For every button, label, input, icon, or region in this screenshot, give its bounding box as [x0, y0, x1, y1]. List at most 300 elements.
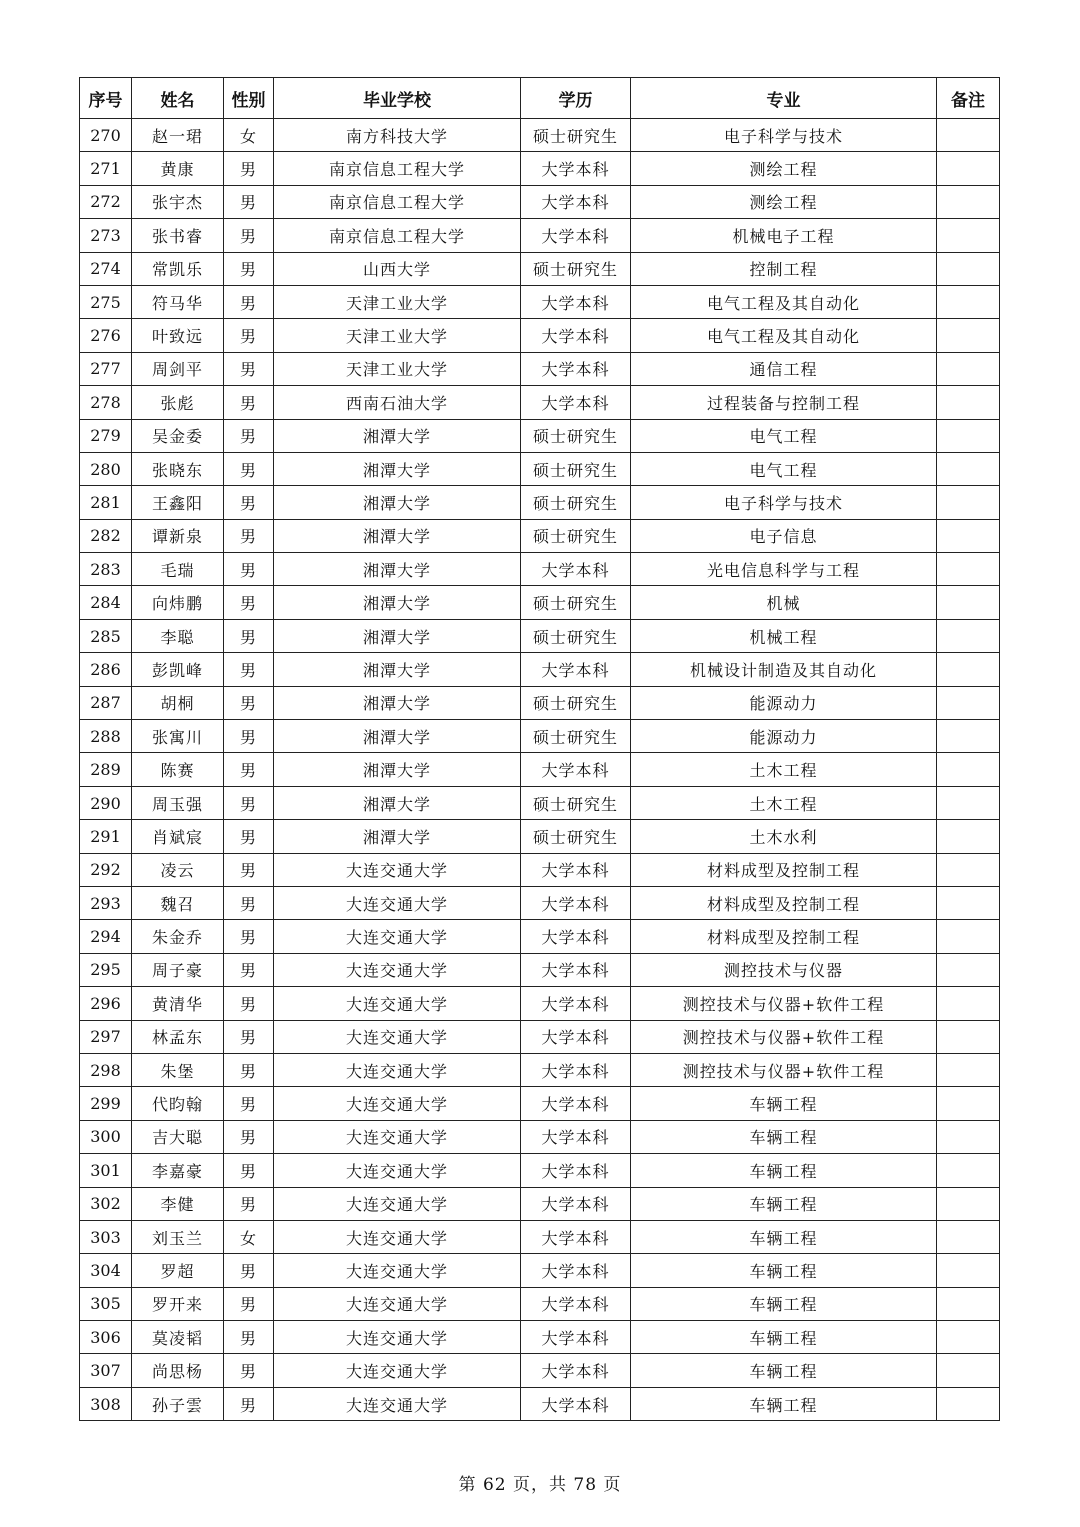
table-row — [80, 352, 1000, 385]
cell-school: 湘潭大学 — [274, 553, 521, 586]
cell-degree: 硕士研究生 — [521, 486, 631, 519]
cell-degree: 大学本科 — [521, 953, 631, 986]
cell-gender: 男 — [224, 519, 274, 552]
cell-gender: 男 — [224, 486, 274, 519]
cell-gender: 男 — [224, 319, 274, 352]
cell-index: 284 — [80, 586, 132, 619]
cell-remarks — [937, 553, 1000, 586]
cell-degree: 大学本科 — [521, 1254, 631, 1287]
table-row — [80, 853, 1000, 886]
cell-school: 南京信息工程大学 — [274, 152, 521, 185]
cell-gender: 男 — [224, 953, 274, 986]
cell-degree: 大学本科 — [521, 886, 631, 919]
table-row — [80, 119, 1000, 152]
table-row — [80, 987, 1000, 1020]
cell-degree: 大学本科 — [521, 1087, 631, 1120]
cell-remarks — [937, 1321, 1000, 1354]
cell-school: 湘潭大学 — [274, 452, 521, 485]
cell-school: 大连交通大学 — [274, 953, 521, 986]
cell-major: 电气工程及其自动化 — [631, 285, 937, 318]
cell-major: 电气工程及其自动化 — [631, 319, 937, 352]
cell-remarks — [937, 953, 1000, 986]
table-row — [80, 1254, 1000, 1287]
cell-gender: 男 — [224, 853, 274, 886]
cell-remarks — [937, 1053, 1000, 1086]
cell-name: 张寓川 — [132, 720, 224, 753]
cell-index: 306 — [80, 1321, 132, 1354]
cell-major: 土木工程 — [631, 786, 937, 819]
cell-major: 测绘工程 — [631, 185, 937, 218]
cell-school: 湘潭大学 — [274, 419, 521, 452]
cell-index: 278 — [80, 386, 132, 419]
cell-degree: 硕士研究生 — [521, 452, 631, 485]
cell-index: 277 — [80, 352, 132, 385]
cell-name: 周剑平 — [132, 352, 224, 385]
cell-remarks — [937, 452, 1000, 485]
cell-name: 刘玉兰 — [132, 1220, 224, 1253]
cell-major: 车辆工程 — [631, 1154, 937, 1187]
cell-gender: 男 — [224, 720, 274, 753]
table-row — [80, 486, 1000, 519]
cell-remarks — [937, 619, 1000, 652]
cell-school: 湘潭大学 — [274, 720, 521, 753]
table-row — [80, 820, 1000, 853]
cell-remarks — [937, 1120, 1000, 1153]
cell-index: 298 — [80, 1053, 132, 1086]
cell-school: 大连交通大学 — [274, 1220, 521, 1253]
cell-major: 过程装备与控制工程 — [631, 386, 937, 419]
cell-major: 电子信息 — [631, 519, 937, 552]
header-remarks: 备注 — [937, 78, 1000, 119]
cell-school: 湘潭大学 — [274, 619, 521, 652]
table-row — [80, 1120, 1000, 1153]
cell-major: 车辆工程 — [631, 1287, 937, 1320]
cell-major: 光电信息科学与工程 — [631, 553, 937, 586]
cell-index: 292 — [80, 853, 132, 886]
cell-index: 290 — [80, 786, 132, 819]
cell-school: 南方科技大学 — [274, 119, 521, 152]
cell-remarks — [937, 1187, 1000, 1220]
cell-degree: 大学本科 — [521, 185, 631, 218]
cell-index: 301 — [80, 1154, 132, 1187]
cell-degree: 硕士研究生 — [521, 119, 631, 152]
cell-remarks — [937, 252, 1000, 285]
table-row — [80, 319, 1000, 352]
table-row — [80, 1220, 1000, 1253]
cell-name: 林孟东 — [132, 1020, 224, 1053]
cell-name: 孙子雲 — [132, 1387, 224, 1420]
cell-major: 电气工程 — [631, 452, 937, 485]
cell-degree: 硕士研究生 — [521, 419, 631, 452]
cell-name: 朱金乔 — [132, 920, 224, 953]
cell-name: 王鑫阳 — [132, 486, 224, 519]
cell-school: 天津工业大学 — [274, 352, 521, 385]
cell-major: 机械工程 — [631, 619, 937, 652]
cell-gender: 男 — [224, 686, 274, 719]
cell-name: 符马华 — [132, 285, 224, 318]
cell-major: 车辆工程 — [631, 1387, 937, 1420]
cell-remarks — [937, 653, 1000, 686]
cell-gender: 男 — [224, 553, 274, 586]
cell-school: 南京信息工程大学 — [274, 185, 521, 218]
header-index: 序号 — [80, 78, 132, 119]
cell-remarks — [937, 419, 1000, 452]
cell-index: 302 — [80, 1187, 132, 1220]
cell-name: 李健 — [132, 1187, 224, 1220]
cell-degree: 硕士研究生 — [521, 686, 631, 719]
cell-gender: 男 — [224, 1120, 274, 1153]
cell-school: 湘潭大学 — [274, 786, 521, 819]
cell-remarks — [937, 1020, 1000, 1053]
cell-name: 毛瑞 — [132, 553, 224, 586]
cell-name: 罗开来 — [132, 1287, 224, 1320]
cell-major: 机械 — [631, 586, 937, 619]
cell-major: 车辆工程 — [631, 1354, 937, 1387]
cell-school: 湘潭大学 — [274, 519, 521, 552]
cell-major: 机械设计制造及其自动化 — [631, 653, 937, 686]
header-school: 毕业学校 — [274, 78, 521, 119]
cell-index: 307 — [80, 1354, 132, 1387]
cell-gender: 男 — [224, 386, 274, 419]
table-row — [80, 1187, 1000, 1220]
cell-index: 295 — [80, 953, 132, 986]
cell-school: 大连交通大学 — [274, 1287, 521, 1320]
cell-name: 彭凯峰 — [132, 653, 224, 686]
cell-degree: 大学本科 — [521, 1220, 631, 1253]
cell-remarks — [937, 219, 1000, 252]
cell-gender: 男 — [224, 352, 274, 385]
cell-name: 罗超 — [132, 1254, 224, 1287]
cell-school: 大连交通大学 — [274, 1187, 521, 1220]
cell-degree: 硕士研究生 — [521, 252, 631, 285]
cell-remarks — [937, 753, 1000, 786]
cell-degree: 大学本科 — [521, 1053, 631, 1086]
cell-school: 湘潭大学 — [274, 686, 521, 719]
cell-gender: 男 — [224, 586, 274, 619]
cell-major: 车辆工程 — [631, 1120, 937, 1153]
roster-body — [80, 119, 1000, 1421]
cell-index: 273 — [80, 219, 132, 252]
header-row — [80, 78, 1000, 119]
cell-gender: 男 — [224, 452, 274, 485]
cell-school: 湘潭大学 — [274, 753, 521, 786]
cell-gender: 男 — [224, 185, 274, 218]
cell-gender: 男 — [224, 252, 274, 285]
cell-index: 293 — [80, 886, 132, 919]
cell-gender: 男 — [224, 653, 274, 686]
cell-index: 308 — [80, 1387, 132, 1420]
cell-gender: 男 — [224, 1187, 274, 1220]
cell-degree: 硕士研究生 — [521, 786, 631, 819]
cell-major: 控制工程 — [631, 252, 937, 285]
cell-school: 湘潭大学 — [274, 586, 521, 619]
cell-degree: 大学本科 — [521, 553, 631, 586]
cell-gender: 男 — [224, 419, 274, 452]
cell-index: 287 — [80, 686, 132, 719]
cell-school: 大连交通大学 — [274, 1120, 521, 1153]
cell-name: 常凯乐 — [132, 252, 224, 285]
header-degree: 学历 — [521, 78, 631, 119]
cell-index: 276 — [80, 319, 132, 352]
cell-major: 能源动力 — [631, 686, 937, 719]
cell-school: 大连交通大学 — [274, 1020, 521, 1053]
cell-degree: 大学本科 — [521, 920, 631, 953]
cell-remarks — [937, 853, 1000, 886]
cell-remarks — [937, 319, 1000, 352]
table-row — [80, 886, 1000, 919]
cell-name: 周玉强 — [132, 786, 224, 819]
cell-degree: 大学本科 — [521, 653, 631, 686]
cell-remarks — [937, 820, 1000, 853]
cell-remarks — [937, 285, 1000, 318]
cell-school: 西南石油大学 — [274, 386, 521, 419]
cell-index: 281 — [80, 486, 132, 519]
cell-major: 车辆工程 — [631, 1321, 937, 1354]
cell-remarks — [937, 519, 1000, 552]
cell-major: 通信工程 — [631, 352, 937, 385]
table-row — [80, 1053, 1000, 1086]
cell-remarks — [937, 786, 1000, 819]
cell-major: 车辆工程 — [631, 1187, 937, 1220]
cell-school: 天津工业大学 — [274, 285, 521, 318]
table-row — [80, 419, 1000, 452]
cell-gender: 男 — [224, 820, 274, 853]
cell-gender: 男 — [224, 886, 274, 919]
cell-name: 李聪 — [132, 619, 224, 652]
cell-name: 代昀翰 — [132, 1087, 224, 1120]
cell-index: 274 — [80, 252, 132, 285]
cell-school: 大连交通大学 — [274, 886, 521, 919]
cell-remarks — [937, 1354, 1000, 1387]
table-row — [80, 553, 1000, 586]
cell-name: 黄康 — [132, 152, 224, 185]
cell-school: 大连交通大学 — [274, 1321, 521, 1354]
cell-name: 张彪 — [132, 386, 224, 419]
cell-school: 大连交通大学 — [274, 853, 521, 886]
cell-index: 305 — [80, 1287, 132, 1320]
cell-major: 能源动力 — [631, 720, 937, 753]
table-row — [80, 452, 1000, 485]
table-row — [80, 252, 1000, 285]
cell-school: 天津工业大学 — [274, 319, 521, 352]
table-row — [80, 386, 1000, 419]
cell-school: 大连交通大学 — [274, 1354, 521, 1387]
cell-index: 272 — [80, 185, 132, 218]
cell-degree: 硕士研究生 — [521, 586, 631, 619]
cell-degree: 大学本科 — [521, 987, 631, 1020]
cell-index: 282 — [80, 519, 132, 552]
cell-index: 296 — [80, 987, 132, 1020]
table-row — [80, 1354, 1000, 1387]
cell-index: 288 — [80, 720, 132, 753]
cell-remarks — [937, 1087, 1000, 1120]
cell-major: 材料成型及控制工程 — [631, 853, 937, 886]
cell-name: 谭新泉 — [132, 519, 224, 552]
table-row — [80, 920, 1000, 953]
cell-gender: 女 — [224, 1220, 274, 1253]
cell-major: 电子科学与技术 — [631, 486, 937, 519]
cell-major: 测控技术与仪器+软件工程 — [631, 1020, 937, 1053]
cell-gender: 男 — [224, 1087, 274, 1120]
cell-major: 土木工程 — [631, 753, 937, 786]
cell-index: 280 — [80, 452, 132, 485]
cell-degree: 大学本科 — [521, 1321, 631, 1354]
cell-name: 朱堡 — [132, 1053, 224, 1086]
cell-remarks — [937, 1254, 1000, 1287]
table-row — [80, 1087, 1000, 1120]
cell-name: 赵一珺 — [132, 119, 224, 152]
cell-name: 叶致远 — [132, 319, 224, 352]
cell-remarks — [937, 386, 1000, 419]
table-row — [80, 1321, 1000, 1354]
cell-school: 大连交通大学 — [274, 920, 521, 953]
cell-degree: 硕士研究生 — [521, 820, 631, 853]
cell-name: 魏召 — [132, 886, 224, 919]
cell-index: 270 — [80, 119, 132, 152]
cell-school: 大连交通大学 — [274, 1387, 521, 1420]
cell-index: 304 — [80, 1254, 132, 1287]
table-row — [80, 219, 1000, 252]
cell-school: 大连交通大学 — [274, 1053, 521, 1086]
header-major: 专业 — [631, 78, 937, 119]
cell-school: 大连交通大学 — [274, 1087, 521, 1120]
cell-remarks — [937, 1154, 1000, 1187]
cell-remarks — [937, 987, 1000, 1020]
table-row — [80, 619, 1000, 652]
table-row — [80, 753, 1000, 786]
cell-remarks — [937, 886, 1000, 919]
cell-degree: 硕士研究生 — [521, 519, 631, 552]
table-row — [80, 953, 1000, 986]
cell-name: 黄清华 — [132, 987, 224, 1020]
table-row — [80, 686, 1000, 719]
cell-gender: 女 — [224, 119, 274, 152]
cell-gender: 男 — [224, 1020, 274, 1053]
cell-gender: 男 — [224, 1154, 274, 1187]
cell-major: 土木水利 — [631, 820, 937, 853]
cell-degree: 大学本科 — [521, 1287, 631, 1320]
cell-remarks — [937, 119, 1000, 152]
cell-index: 291 — [80, 820, 132, 853]
table-row — [80, 1020, 1000, 1053]
cell-school: 大连交通大学 — [274, 1154, 521, 1187]
cell-major: 测绘工程 — [631, 152, 937, 185]
cell-school: 湘潭大学 — [274, 486, 521, 519]
cell-name: 凌云 — [132, 853, 224, 886]
header-name: 姓名 — [132, 78, 224, 119]
cell-name: 张宇杰 — [132, 185, 224, 218]
cell-degree: 大学本科 — [521, 1020, 631, 1053]
cell-gender: 男 — [224, 152, 274, 185]
cell-degree: 大学本科 — [521, 853, 631, 886]
cell-degree: 大学本科 — [521, 1120, 631, 1153]
cell-index: 294 — [80, 920, 132, 953]
cell-gender: 男 — [224, 1387, 274, 1420]
cell-name: 陈赛 — [132, 753, 224, 786]
table-row — [80, 152, 1000, 185]
table-row — [80, 185, 1000, 218]
header-gender: 性别 — [224, 78, 274, 119]
page-footer: 第 62 页，共 78 页 — [458, 1475, 622, 1495]
cell-degree: 硕士研究生 — [521, 720, 631, 753]
cell-gender: 男 — [224, 920, 274, 953]
table-row — [80, 720, 1000, 753]
cell-index: 279 — [80, 419, 132, 452]
cell-degree: 大学本科 — [521, 285, 631, 318]
cell-remarks — [937, 486, 1000, 519]
cell-remarks — [937, 1220, 1000, 1253]
cell-name: 张晓东 — [132, 452, 224, 485]
cell-degree: 大学本科 — [521, 319, 631, 352]
cell-degree: 大学本科 — [521, 152, 631, 185]
cell-name: 张书睿 — [132, 219, 224, 252]
cell-school: 大连交通大学 — [274, 987, 521, 1020]
cell-name: 莫凌韬 — [132, 1321, 224, 1354]
cell-remarks — [937, 920, 1000, 953]
cell-gender: 男 — [224, 1354, 274, 1387]
cell-school: 山西大学 — [274, 252, 521, 285]
cell-remarks — [937, 1287, 1000, 1320]
cell-gender: 男 — [224, 1321, 274, 1354]
cell-gender: 男 — [224, 987, 274, 1020]
cell-major: 测控技术与仪器 — [631, 953, 937, 986]
cell-index: 275 — [80, 285, 132, 318]
cell-degree: 大学本科 — [521, 386, 631, 419]
cell-school: 南京信息工程大学 — [274, 219, 521, 252]
table-row — [80, 1154, 1000, 1187]
cell-index: 297 — [80, 1020, 132, 1053]
cell-major: 车辆工程 — [631, 1220, 937, 1253]
cell-remarks — [937, 720, 1000, 753]
cell-major: 测控技术与仪器+软件工程 — [631, 1053, 937, 1086]
cell-index: 285 — [80, 619, 132, 652]
cell-remarks — [937, 1387, 1000, 1420]
cell-name: 向炜鹏 — [132, 586, 224, 619]
cell-school: 大连交通大学 — [274, 1254, 521, 1287]
cell-degree: 大学本科 — [521, 1154, 631, 1187]
cell-degree: 大学本科 — [521, 352, 631, 385]
cell-major: 车辆工程 — [631, 1087, 937, 1120]
table-row — [80, 519, 1000, 552]
table-row — [80, 586, 1000, 619]
cell-major: 测控技术与仪器+软件工程 — [631, 987, 937, 1020]
cell-remarks — [937, 586, 1000, 619]
table-row — [80, 1387, 1000, 1420]
cell-gender: 男 — [224, 619, 274, 652]
table-row — [80, 285, 1000, 318]
cell-name: 吉大聪 — [132, 1120, 224, 1153]
cell-degree: 硕士研究生 — [521, 619, 631, 652]
cell-major: 电气工程 — [631, 419, 937, 452]
roster-table — [79, 77, 1000, 1421]
cell-major: 材料成型及控制工程 — [631, 886, 937, 919]
cell-school: 湘潭大学 — [274, 820, 521, 853]
cell-school: 湘潭大学 — [274, 653, 521, 686]
cell-gender: 男 — [224, 1053, 274, 1086]
cell-index: 283 — [80, 553, 132, 586]
cell-name: 吴金委 — [132, 419, 224, 452]
table-row — [80, 1287, 1000, 1320]
cell-index: 271 — [80, 152, 132, 185]
cell-major: 机械电子工程 — [631, 219, 937, 252]
cell-gender: 男 — [224, 219, 274, 252]
cell-gender: 男 — [224, 1254, 274, 1287]
cell-major: 材料成型及控制工程 — [631, 920, 937, 953]
cell-degree: 大学本科 — [521, 219, 631, 252]
cell-name: 肖斌宸 — [132, 820, 224, 853]
cell-gender: 男 — [224, 1287, 274, 1320]
cell-name: 胡桐 — [132, 686, 224, 719]
